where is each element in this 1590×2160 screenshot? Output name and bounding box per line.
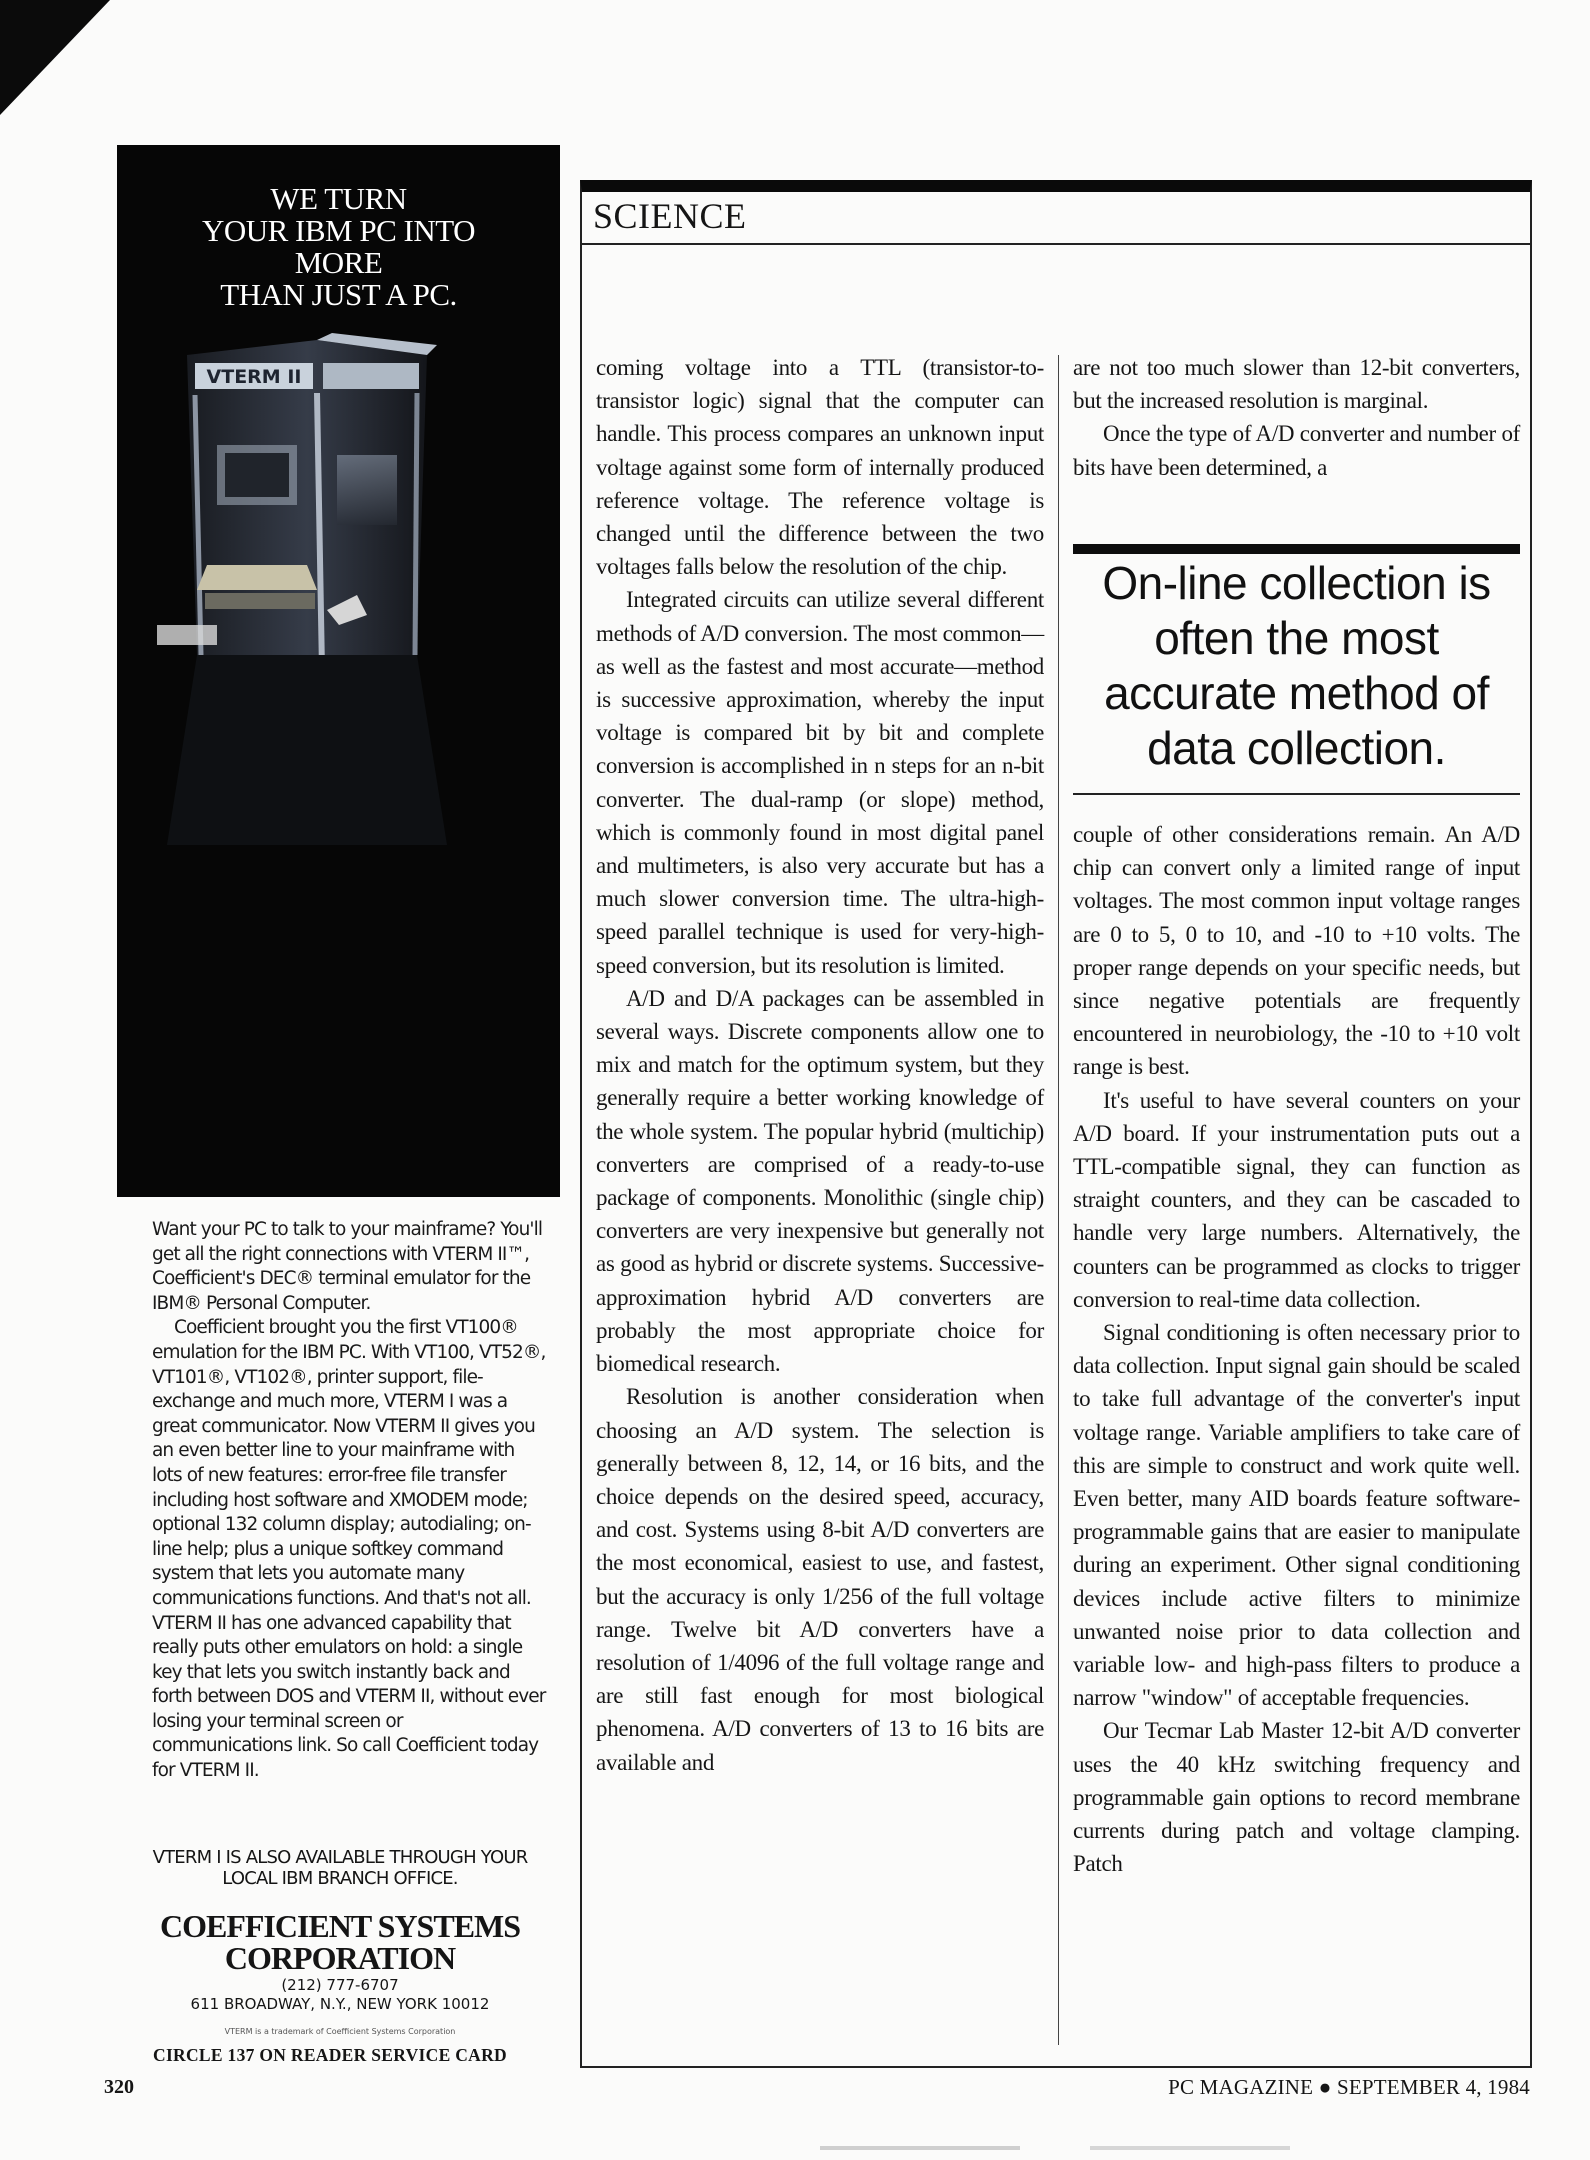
pull-quote: On-line collection is often the most accurate method of data collection. <box>1102 557 1491 774</box>
article-paragraph: couple of other considerations remain. An A/D chip can convert only a limited range of input voltages. The most common input voltage ranges are 0 to 5, 0 to 10, and -10 to +10 volts. The proper range depends on your specific needs, but since negative potentials are frequently encountered in neurobiology, the -10 to +10 volt range is best. <box>1073 822 1520 1080</box>
article-paragraph: It's useful to have several counters on your A/D board. If your instrumentation puts out a TTL-compatible signal, they can function as straight counters, and they can be cascaded to handle very large numbers. Alternatively, the counters can be programmed as clocks to trigger conversion to real-time data collection. <box>1073 1087 1520 1312</box>
article-column-1 <box>596 351 1044 1779</box>
pull-quote-top-rule <box>1073 544 1520 554</box>
booth-sign-text: VTERM II <box>206 366 302 388</box>
ad-body-paragraph: Coefficient brought you the first VT100® emulation for the IBM PC. With VT100, VT52®, VT101®, VT102®, printer support, file-exchange and much more, VTERM I was a great communicator. Now VTERM II gives you an even better line to your mainframe with lots of new features: error-free file transfer including host software and XMODEM mode; optional 132 column display; autodialing; on-line help; plus a unique softkey command system that lets you automate many communications functions. And that's not all. VTERM II has one advanced capability that really puts other emulators on hold: a single key that lets you switch instantly back and forth between DOS and VTERM II, without ever losing your terminal screen or communications link. So call Coefficient today for VTERM II. <box>152 1317 546 1782</box>
ad-address: 611 BROADWAY, N.Y., NEW YORK 10012 <box>190 1995 490 2013</box>
article-paragraph: Resolution is another consideration when choosing an A/D system. The selection is generally between 8, 12, 14, or 16 bits, and the choice depends on the desired speed, accuracy, and cost. Systems using 8-bit A/D converters are the most economical, easiest to use, and fastest, but the accuracy is only 1/256 of the full voltage range. Twelve bit A/D converters have a resolution of 1/4096 of the full voltage range and are still fast enough for most biological phenomena. A/D converters of 13 to 16 bits are available and <box>596 1384 1044 1775</box>
column-divider <box>1058 355 1059 2045</box>
ad-trademark-note: VTERM is a trademark of Coefficient Systems Corporation <box>224 2027 456 2036</box>
pull-quote-bottom-rule <box>1073 793 1520 795</box>
reader-service-line: CIRCLE 137 ON READER SERVICE CARD <box>153 2045 507 2065</box>
article-paragraph: Signal conditioning is often necessary prior to data collection. Input signal gain should be scaled to take full advantage of the converter's input voltage range. Variable amplifiers to take care of this are simple to construct and work quite well. Even better, many AID boards feature software-programmable gains that are easier to manipulate during an experiment. Other signal conditioning devices include active filters to minimize unwanted noise prior to data collection and variable low- and high-pass filters to produce a narrow "window" of acceptable frequencies. <box>1073 1320 1520 1711</box>
ad-photo-panel <box>117 145 560 1197</box>
article-column-2-top <box>1073 351 1520 484</box>
article-paragraph: Once the type of A/D converter and number of bits have been determined, a <box>1073 421 1520 480</box>
ad-contact <box>130 1976 550 2014</box>
corner-crop-mark <box>0 0 110 115</box>
phone-booth-illustration <box>117 325 560 945</box>
article-paragraph: coming voltage into a TTL (transistor-to-transistor logic) signal that the computer can handle. This process compares an unknown input voltage against some form of internally produced reference voltage. The reference voltage is changed until the difference between the two voltages falls below the resolution of the chip. <box>596 355 1044 580</box>
article-column-2-bottom <box>1073 818 1520 1881</box>
ad-headline <box>117 183 560 311</box>
ad-body-paragraph: Want your PC to talk to your mainframe? You'll get all the right connections with VTERM II™, Coefficient's DEC® terminal emulator for the IBM® Personal Computer. <box>152 1219 543 1314</box>
article-paragraph: Our Tecmar Lab Master 12-bit A/D converter uses the 40 kHz switching frequency and programmable gain options to record membrane currents during patch and voltage clamping. Patch <box>1073 1718 1520 1877</box>
scan-artifact <box>820 2146 1020 2150</box>
article-paragraph: Integrated circuits can utilize several different methods of A/D conversion. The most common—as well as the fastest and most accurate—method is successive approximation, whereby the input voltage is compared bit by bit and complete conversion is accomplished in n steps for an n-bit converter. The dual-ramp (or slope) method, which is commonly found in most digital panel and multimeters, is also very accurate but has a much slower conversion time. The ultra-high-speed parallel technique is used for very-high-speed conversion, but its resolution is limited. <box>596 587 1044 978</box>
ad-company-name <box>130 1910 550 1974</box>
ad-headline-line: THAN JUST A PC. <box>220 277 457 312</box>
section-rule <box>582 243 1530 245</box>
section-label: SCIENCE <box>593 196 747 236</box>
ad-company-line: CORPORATION <box>224 1940 456 1976</box>
page-number: 320 <box>104 2076 134 2098</box>
ad-headline-line: WE TURN <box>270 181 407 216</box>
article-paragraph: are not too much slower than 12-bit converters, but the increased resolution is marginal. <box>1073 355 1520 414</box>
ad-headline-line: YOUR IBM PC INTO <box>201 213 476 248</box>
ad-company-line: COEFFICIENT SYSTEMS <box>159 1908 521 1944</box>
ad-body-copy <box>152 1218 547 1784</box>
ad-branch-note: VTERM I IS ALSO AVAILABLE THROUGH YOUR LOCAL IBM BRANCH OFFICE. <box>152 1847 528 1889</box>
ad-phone: (212) 777-6707 <box>281 1976 399 1994</box>
article-paragraph: A/D and D/A packages can be assembled in several ways. Discrete components allow one to mix and match for the optimum system, but they generally require a better working knowledge of the whole system. The popular hybrid (multichip) converters are comprised of a ready-to-use package of components. Monolithic (single chip) converters are very inexpensive but generally not as good as hybrid or discrete systems. Successive-approximation hybrid A/D converters are probably the most appropriate choice for biomedical research. <box>596 985 1044 1377</box>
scan-artifact <box>1090 2146 1290 2150</box>
running-footer: PC MAGAZINE ● SEPTEMBER 4, 1984 <box>1168 2075 1530 2099</box>
ad-headline-line: MORE <box>294 245 383 280</box>
